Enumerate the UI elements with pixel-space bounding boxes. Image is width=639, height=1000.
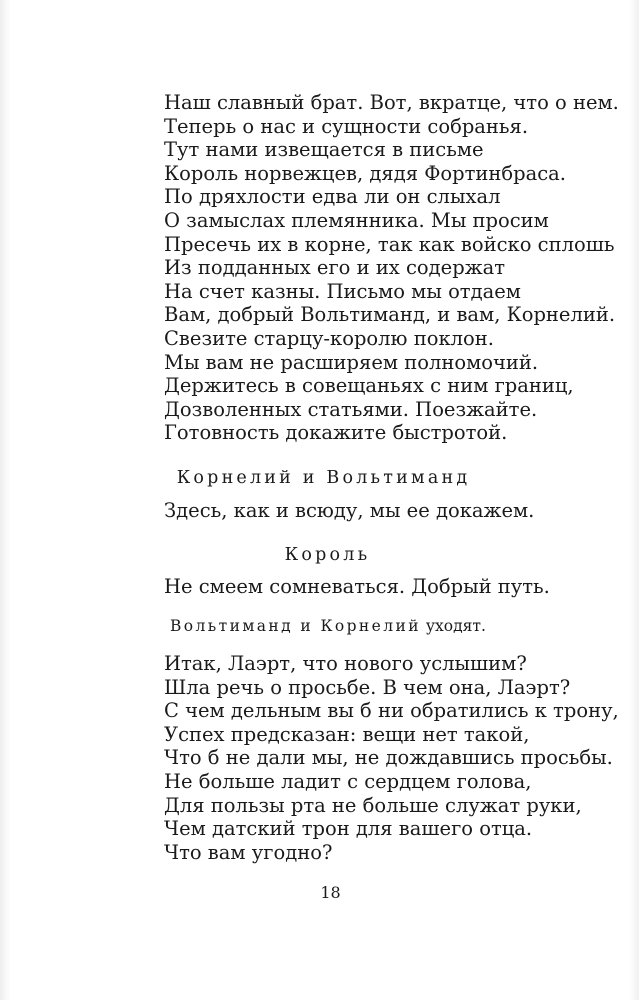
verse-block-king-to-laertes <box>164 652 619 864</box>
stage-direction <box>170 617 486 635</box>
page-number: 18 <box>320 883 341 902</box>
verse-block-reply <box>164 499 534 523</box>
verse-line: Что вам угодно? <box>164 840 333 864</box>
verse-line: Не больше ладит с сердцем голова, <box>164 769 532 793</box>
page-edge-shadow <box>0 0 10 1000</box>
verse-line: Вам, добрый Вольтиманд, и вам, Корнелий. <box>164 303 616 327</box>
verse-line: С чем дельным вы б ни обратились к трону, <box>164 699 619 723</box>
speaker-name-cornelius-voltimand: Корнелий и Вольтиманд <box>176 468 471 488</box>
verse-line: Наш славный брат. Вот, вкратце, что о нем. <box>164 91 619 114</box>
speaker-name-king: Король <box>284 545 371 565</box>
verse-line: Король норвежцев, дядя Фортинбраса. <box>164 161 566 185</box>
verse-line: Мы вам не расширяем полномочий. <box>164 350 539 374</box>
verse-line: Свезите старцу-королю поклон. <box>164 326 494 350</box>
stage-direction-names: Вольтиманд и Корнелий <box>170 617 421 635</box>
verse-line: Из подданных его и их содержат <box>164 256 506 280</box>
verse-line: Здесь, как и всюду, мы ее докажем. <box>164 499 535 522</box>
verse-line: По дряхлости едва ли он слыхал <box>164 185 501 209</box>
verse-block-king-farewell <box>164 575 550 599</box>
verse-line: Не смеем сомневаться. Добрый путь. <box>164 575 550 598</box>
verse-line: Успех предсказан: вещи нет такой, <box>164 722 530 746</box>
verse-line: Итак, Лаэрт, что нового услышим? <box>164 652 527 675</box>
verse-line: Чем датский трон для вашего отца. <box>164 817 533 841</box>
verse-line: Для пользы рта не больше служат руки, <box>164 793 582 817</box>
verse-line: Пресечь их в корне, так как войско сплошь <box>164 232 615 256</box>
verse-line: Готовность докажите быстротой. <box>164 421 508 445</box>
verse-line: Что б не дали мы, не дождавшись просьбы. <box>164 746 613 770</box>
verse-line: Дозволенных статьями. Поезжайте. <box>164 397 538 421</box>
verse-block-king-speech <box>164 91 619 445</box>
stage-direction-action: уходят. <box>425 617 486 635</box>
verse-line: О замыслах племянника. Мы просим <box>164 208 549 232</box>
verse-line: На счет казны. Письмо мы отдаем <box>164 279 521 303</box>
verse-line: Шла речь о просьбе. В чем она, Лаэрт? <box>164 675 571 699</box>
verse-line: Теперь о нас и сущности собранья. <box>164 114 529 138</box>
verse-line: Тут нами извещается в письме <box>164 138 484 162</box>
page-edge-shadow <box>629 0 639 1000</box>
verse-line: Держитесь в совещаньях с ним границ, <box>164 374 574 398</box>
